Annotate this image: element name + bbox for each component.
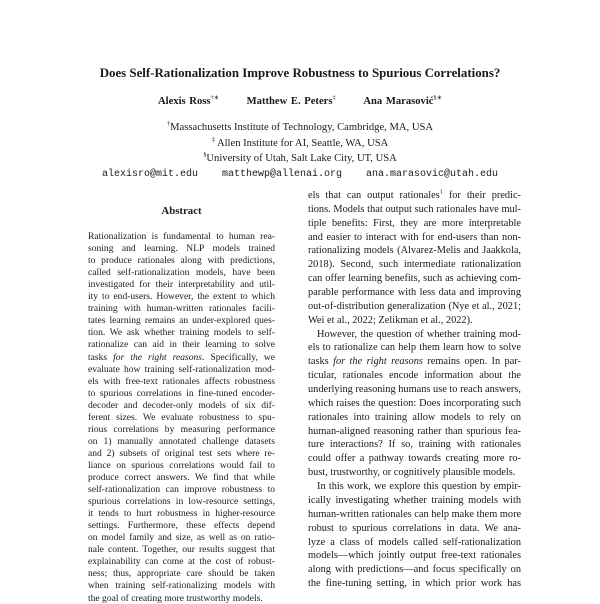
text-line: ity to end-users. However, the extent to which	[88, 291, 275, 303]
text-line: settings. Furthermore, these effects depend	[88, 520, 275, 532]
affiliation	[0, 153, 600, 164]
author-list	[0, 96, 600, 107]
text-line: However, the question of whether training mod-	[317, 328, 521, 340]
text-line	[308, 357, 521, 367]
text-line: underlying reasoning humans use to reach answers,	[308, 384, 521, 396]
text-line: explainability can come at the cost of robust-	[88, 556, 275, 568]
text-line: on model family and size, as well as on ratio-	[88, 532, 275, 544]
text-line: liance on spurious correlations would fail to	[88, 459, 275, 471]
text-span: for their predic-	[442, 190, 521, 201]
text-line: models—which jointly output free-text rationales	[308, 550, 521, 562]
text-line: out-of-distribution generalization (Nye et al., 2021;	[308, 300, 521, 312]
author	[247, 96, 336, 107]
text-line: produce correct answers. We find that while	[88, 472, 275, 483]
text-line: 2018). Second, such intermediate rationalization	[308, 259, 521, 271]
text-line: human-written rationales can help make them more	[308, 508, 522, 520]
text-line: can offer learning benefits, such as achieving com-	[308, 273, 521, 285]
text-line: nale content. Together, our results suggest that	[88, 544, 275, 556]
email[interactable]: ana.marasovic@utah.edu	[366, 169, 499, 180]
text-line: tiple benefits: First, they are more interpretable	[308, 217, 521, 229]
text-line: els to rationalize can help them learn how to solve	[308, 342, 521, 354]
text-line: which raises the question: Does incorporating such	[308, 397, 521, 409]
text-line	[88, 353, 275, 363]
email[interactable]: alexisro@mit.edu	[101, 169, 198, 180]
text-line: to produce rationales along with predictions,	[88, 255, 275, 267]
text-line: evaluate how training self-rationalization mod-	[88, 363, 275, 375]
email-list	[0, 169, 600, 180]
text-line: robust to spurious correlations in data. We ana-	[308, 522, 521, 534]
affiliation-mark: ‡	[211, 136, 215, 144]
text-span: tasks	[308, 356, 334, 368]
text-line: rationalizing models (Alvarez-Melis and Jaakkola,	[308, 245, 521, 257]
text-line: rationales into training allow models to rely on	[308, 411, 521, 423]
text-line: called self-rationalization models, have been	[88, 267, 275, 279]
text-line: soning and learning. NLP models trained	[88, 243, 275, 255]
text-line: lyze a class of models called self-rationalization	[308, 536, 521, 548]
text-line: and 2) subsets of original test sets where re-	[88, 447, 275, 459]
affiliation-text: Massachusetts Institute of Technology, Cambridge, MA, USA	[170, 122, 434, 133]
emphasis: for the right reasons	[113, 351, 203, 363]
affiliation-text: University of Utah, Salt Lake City, UT, USA	[206, 153, 397, 164]
author-marks: †∗	[210, 94, 219, 102]
affiliation	[0, 122, 600, 133]
text-line: tions. Models that output such rationales have mul-	[308, 203, 521, 215]
author-marks: ‡	[332, 94, 336, 102]
affiliation-mark: §	[203, 151, 207, 159]
text-line: to spurious correlations in fine-tuned encoder-	[88, 387, 275, 399]
text-line: ferent sizes. We evaluate robustness to spu-	[88, 411, 275, 423]
text-line: the goal of creating more trustworthy models.	[88, 592, 263, 604]
text-span: tasks	[88, 351, 114, 363]
author-name: Alexis Ross	[157, 96, 211, 107]
text-line: investigated for their interpretability and util-	[88, 279, 275, 291]
text-line: could offer a pathway towards creating more ro-	[308, 453, 521, 465]
affiliation	[0, 138, 600, 149]
text-line: rationalize can aid in their learning to solve	[88, 339, 275, 351]
text-line: rious correlations by measuring performance	[88, 423, 275, 435]
abstract-heading: Abstract	[161, 205, 202, 217]
text-line: training with human-written rationales facili-	[88, 303, 275, 315]
text-line: spurious correlations in low-resource settings,	[88, 496, 275, 508]
text-line: tates learning remains an under-explored ques-	[88, 315, 275, 327]
text-line: tion. We ask whether training models to self-	[88, 327, 275, 339]
author	[363, 96, 442, 107]
text-line: ness; thus, appropriate care should be taken	[88, 568, 275, 580]
text-line: Wei et al., 2022; Zelikman et al., 2022).	[308, 314, 473, 326]
text-line: parable performance with less data and improving	[308, 287, 521, 299]
text-line: on 1) manually annotated challenge datasets	[88, 435, 275, 447]
text-span: remains open. In par-	[422, 356, 522, 368]
text-line: the fine-tuning setting, in which prior work has	[308, 578, 521, 590]
author-name: Ana Marasović	[363, 96, 434, 107]
author-marks: §∗	[433, 94, 443, 102]
text-line: ically investigating whether training models with	[308, 494, 521, 506]
text-line: In this work, we explore this question by empir-	[317, 481, 521, 493]
text-line: els with free-text rationales affects robustness	[88, 375, 275, 387]
paper-title: Does Self-Rationalization Improve Robustness to Spurious Correlations?	[99, 66, 501, 80]
text-span: . Specifically, we	[202, 351, 276, 363]
email[interactable]: matthewp@allenai.org	[221, 169, 342, 180]
text-line: decoder and decoder-only models of six dif-	[88, 399, 275, 411]
text-line: along with predictions—and focus specifically on	[308, 564, 521, 576]
footnote-mark: 1	[439, 188, 443, 196]
affiliation-mark: †	[166, 120, 171, 128]
affiliation-text: Allen Institute for AI, Seattle, WA, USA	[214, 138, 389, 149]
text-line: and easier to interact with for end-users than non-	[308, 231, 521, 243]
author-name: Matthew E. Peters	[246, 96, 333, 107]
text-line	[308, 188, 521, 201]
text-span: els that can output rationales	[308, 190, 440, 201]
text-line: ture interactions? If so, training with rationales	[308, 439, 521, 451]
text-line: Rationalization is fundamental to human rea-	[88, 231, 275, 242]
text-line: self-rationalization can improve robustness to	[88, 484, 275, 496]
text-line: bust, trustworthy, or cognitively plausible models.	[308, 467, 516, 479]
text-line: it tends to hurt robustness in higher-resource	[88, 508, 275, 520]
emphasis: for the right reasons	[333, 356, 423, 368]
text-line: ticular, rationales encode information about the	[308, 370, 521, 382]
text-line: when training self-rationalizing models with	[88, 580, 275, 592]
author	[158, 96, 219, 107]
text-line: human-aligned reasoning rather than spurious fea-	[308, 425, 521, 437]
